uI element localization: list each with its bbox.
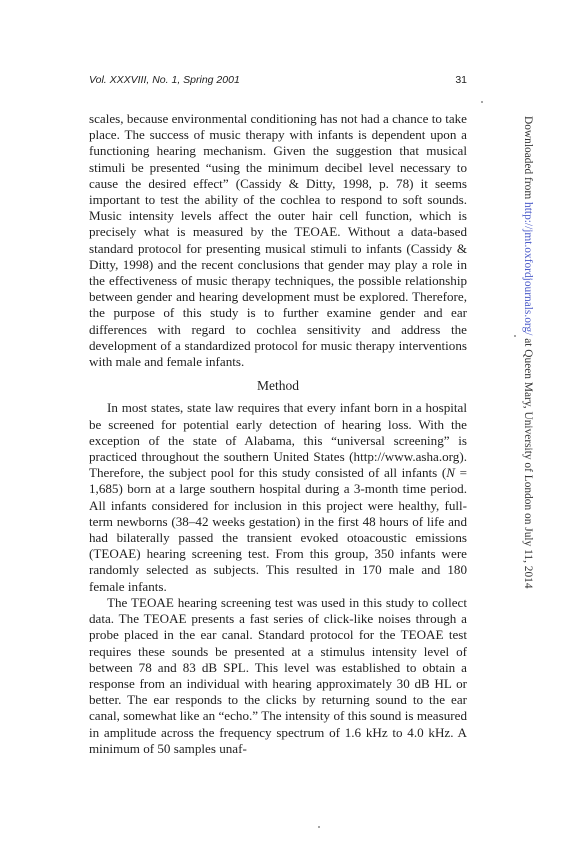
running-head [89,74,467,86]
section-heading-method: Method [257,378,299,394]
paragraph-subjects [89,400,467,594]
page-number: 31 [455,74,467,86]
article-body [89,111,467,757]
scan-speck [318,826,320,828]
paragraph-teoae-procedure: The TEOAE hearing screening test was used in this study to collect data. The TEOAE presents a fast series of click-like noises through a probe placed in the ear canal. Standard protocol for the TEOAE test requires these sounds be presented at a stimulus intensity level of between 78 and 83 dB SPL. This level was established to obtain a response from an individual with hearing approximately 30 dB HL or better. The ear responds to the clicks by returning sound to the ear canal, somewhat like an “echo.” The intensity of this sound is measured in amplitude across the frequency spectrum of 1.6 kHz to 4.0 kHz. A minimum of 50 samples unaf- [89,594,467,756]
sample-size-symbol: N [446,465,455,481]
download-prefix: Downloaded from [522,116,534,203]
scan-speck [481,101,483,103]
download-suffix: at Queen Mary, University of London on July 11, 2014 [522,335,534,589]
journal-issue: Vol. XXXVIII, No. 1, Spring 2001 [89,74,240,86]
paragraph-subjects-part-2: = 1,685) born at a large southern hospital during a 3-month time period. All infants considered for inclusion in this project were healthy, full-term newborns (38–42 weeks gestation) in the first 48 hours of life and had bilaterally passed the transient evoked otoacoustic emissions (TEOAE) hearing screening test. From this group, 350 infants were randomly selected as subjects. This resulted in 170 male and 180 female infants. [89,465,467,594]
download-watermark [522,116,534,589]
scan-speck [514,335,516,337]
paragraph-subjects-part-1: In most states, state law requires that every infant born in a hospital be screened for potential early detection of hearing loss. With the exception of the state of Alabama, this “universal screening” is practiced throughout the southern United States (http://www.asha.org). Therefore, the subject pool for this study consisted of all infants ( [89,400,467,481]
journal-link[interactable]: http://jmt.oxfordjournals.org/ [522,202,534,336]
paragraph-intro-continued: scales, because environmental conditioning has not had a chance to take place. The success of music therapy with infants is dependent upon a functioning hearing mechanism. Given the suggestion that musical stimuli be presented “using the minimum decibel level necessary to cause the desired effect” (Cassidy & Ditty, 1998, p. 78) it seems important to test the ability of the cochlea to respond to soft sounds. Music intensity levels affect the outer hair cell function, which is precisely what is measured by the TEOAE. Without a data-based standard protocol for presenting musical stimuli to infants (Cassidy & Ditty, 1998) and the recent conclusions that gender may play a role in the effectiveness of music therapy techniques, the possible relationship between gender and hearing development must be explored. Therefore, the purpose of this study is to further examine gender and ear differences with regard to cochlea sensitivity and address the development of a standardized protocol for music therapy interventions with male and female infants. [89,111,467,370]
